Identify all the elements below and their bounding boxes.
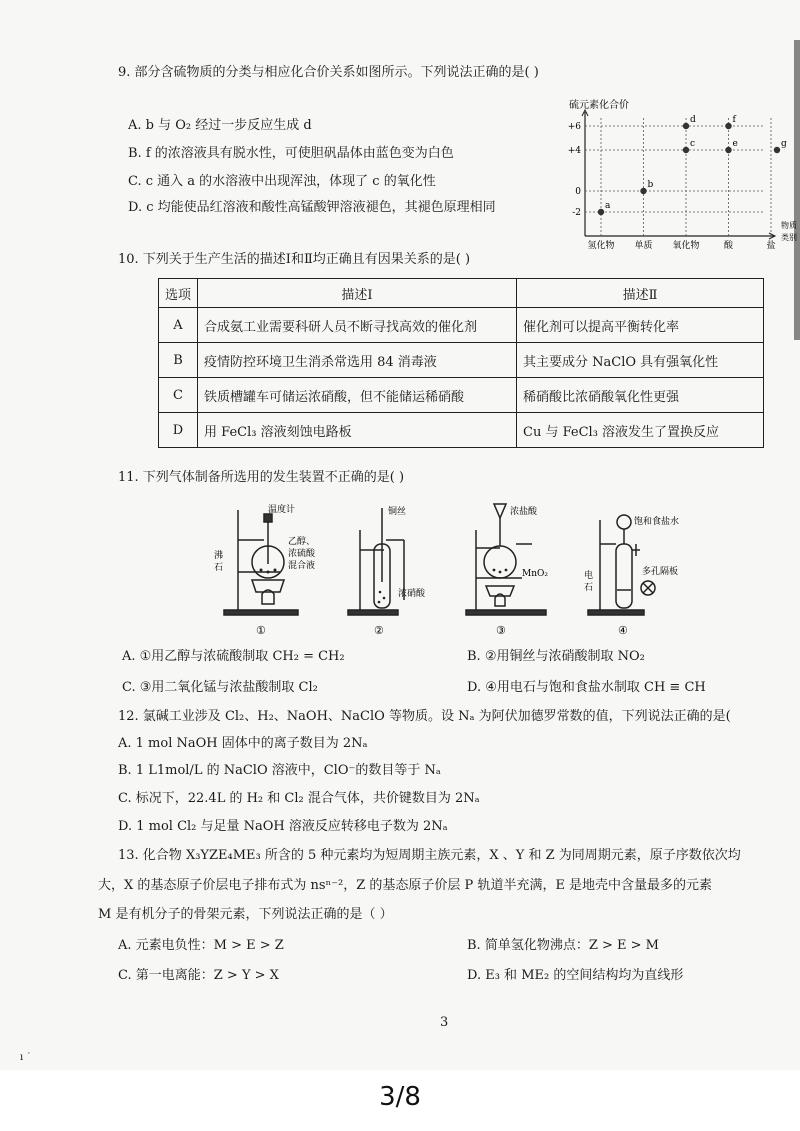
data-point (683, 147, 689, 153)
table-cell: 催化剂可以提高平衡转化率 (517, 308, 764, 343)
q13-option-b: B. 简单氢化物沸点：Z > E > M (467, 938, 659, 953)
apparatus-label: 浓硝酸 (398, 589, 426, 599)
table-cell: 用 FeCl₃ 溶液刻蚀电路板 (198, 413, 517, 448)
table-row (159, 378, 764, 413)
apparatus-2-diagram (342, 500, 452, 638)
point-label: f (732, 115, 736, 125)
x-tick-label: 氧化物 (672, 241, 700, 251)
apparatus-4-diagram (582, 500, 700, 638)
table-row (159, 413, 764, 448)
point-label: g (781, 139, 787, 149)
q13-stem-line-1: 13. 化合物 X₃YZE₄ME₃ 所含的 5 种元素均为短周期主族元素，X 、Y 和 Z 为同周期元素，原子序数依次均 (118, 848, 741, 863)
apparatus-label: 石 (584, 583, 594, 593)
y-tick-label: -2 (572, 208, 581, 218)
q9-option-b: B. f 的浓溶液具有脱水性，可使胆矾晶体由蓝色变为白色 (128, 146, 454, 161)
y-tick-label: +4 (567, 146, 581, 156)
table-cell: 稀硝酸比浓硝酸氧化性更强 (517, 378, 764, 413)
apparatus-label: 乙醇、 (288, 537, 316, 547)
x-tick-label: 酸 (723, 241, 734, 251)
y-tick-label: 0 (575, 187, 581, 197)
data-point (774, 147, 780, 153)
q13-option-c: C. 第一电离能：Z > Y > X (118, 968, 279, 983)
data-point (640, 188, 646, 194)
q11-option-b: B. ②用铜丝与浓硝酸制取 NO₂ (467, 649, 645, 664)
margin-mark: ı ˙ (20, 1052, 32, 1063)
apparatus-number: ② (374, 624, 384, 637)
q13-option-d: D. E₃ 和 ME₂ 的空间结构均为直线形 (467, 968, 684, 983)
table-row (159, 308, 764, 343)
table-cell: D (159, 413, 198, 448)
apparatus-label: 浓硫酸 (288, 549, 316, 559)
q11-stem: 11. 下列气体制备所选用的发生装置不正确的是( ) (118, 470, 405, 485)
apparatus-label: 多孔隔板 (642, 567, 679, 577)
apparatus-3-diagram (462, 500, 574, 638)
x-tick-label: 单质 (634, 241, 653, 251)
q11-option-d: D. ④用电石与饱和食盐水制取 CH ≡ CH (467, 680, 706, 695)
x-tick-label: 氢化物 (587, 241, 615, 251)
apparatus-label: 沸 (214, 551, 224, 561)
q12-option-c: C. 标况下，22.4L 的 H₂ 和 Cl₂ 混合气体，共价键数目为 2Nₐ (118, 791, 480, 806)
q11-option-a: A. ①用乙醇与浓硫酸制取 CH₂ = CH₂ (122, 649, 345, 664)
table-row (159, 343, 764, 378)
q9-stem: 9. 部分含硫物质的分类与相应化合价关系如图所示。下列说法正确的是( ) (118, 65, 539, 80)
apparatus-label: 饱和食盐水 (634, 517, 680, 527)
apparatus-number: ③ (496, 624, 506, 637)
valence-chart (555, 98, 795, 258)
q13-stem-line-2: 大，X 的基态原子价层电子排布式为 nsⁿ⁻²，Z 的基态原子价层 P 轨道半充满，E 是地壳中含量最多的元素 (98, 878, 713, 893)
x-tick-label: 盐 (766, 241, 776, 251)
q11-option-c: C. ③用二氧化锰与浓盐酸制取 Cl₂ (122, 680, 318, 695)
apparatus-1-diagram (212, 500, 324, 638)
table-cell: 其主要成分 NaClO 具有强氧化性 (517, 343, 764, 378)
q12-option-d: D. 1 mol Cl₂ 与足量 NaOH 溶液反应转移电子数为 2Nₐ (118, 819, 448, 834)
point-label: e (732, 139, 738, 149)
point-label: d (690, 115, 696, 125)
table-header: 选项 (159, 279, 198, 308)
q12-option-b: B. 1 L1mol/L 的 NaClO 溶液中，ClO⁻的数目等于 Nₐ (118, 763, 441, 778)
page-indicator: 3/8 (379, 1082, 421, 1112)
table-cell: C (159, 378, 198, 413)
table-cell: 疫情防控环境卫生消杀常选用 84 消毒液 (198, 343, 517, 378)
q12-stem: 12. 氯碱工业涉及 Cl₂、H₂、NaOH、NaClO 等物质。设 Nₐ 为阿伏加德罗常数的值，下列说法正确的是( (118, 709, 731, 724)
chart-title: 硫元素化合价 (569, 100, 629, 111)
apparatus-label: 电 (584, 571, 594, 581)
page-number: 3 (440, 1015, 449, 1030)
apparatus-label: 石 (214, 563, 224, 573)
q13-option-a: A. 元素电负性：M > E > Z (118, 938, 284, 953)
q10-table (158, 278, 764, 448)
apparatus-number: ④ (618, 624, 628, 637)
q13-stem-line-3: M 是有机分子的骨架元素，下列说法正确的是（ ） (98, 907, 393, 922)
table-header: 描述Ⅰ (198, 279, 517, 308)
apparatus-label: 温度计 (268, 505, 296, 515)
apparatus-label: MnO₂ (522, 569, 548, 579)
x-axis-label: 类别 (781, 233, 797, 242)
data-point (598, 209, 604, 215)
table-cell: B (159, 343, 198, 378)
apparatus-label: 铜丝 (388, 507, 407, 517)
table-cell: Cu 与 FeCl₃ 溶液发生了置换反应 (517, 413, 764, 448)
q9-option-a: A. b 与 O₂ 经过一步反应生成 d (128, 118, 312, 133)
apparatus-label: 混合液 (288, 561, 316, 571)
x-axis-label: 物质 (781, 221, 797, 230)
q10-stem: 10. 下列关于生产生活的描述Ⅰ和Ⅱ均正确且有因果关系的是( ) (118, 252, 471, 267)
apparatus-label: 浓盐酸 (510, 507, 538, 517)
point-label: a (605, 201, 611, 211)
data-point (725, 147, 731, 153)
y-tick-label: +6 (567, 122, 581, 132)
table-cell: 合成氨工业需要科研人员不断寻找高效的催化剂 (198, 308, 517, 343)
apparatus-number: ① (256, 624, 266, 637)
q12-option-a: A. 1 mol NaOH 固体中的离子数目为 2Nₐ (118, 736, 368, 751)
point-label: b (647, 180, 654, 190)
table-header: 描述Ⅱ (517, 279, 764, 308)
data-point (725, 123, 731, 129)
data-point (683, 123, 689, 129)
table-header-row (159, 279, 764, 308)
q9-option-d: D. c 均能使品红溶液和酸性高锰酸钾溶液褪色，其褪色原理相同 (128, 200, 496, 215)
point-label: c (690, 139, 696, 149)
table-cell: 铁质槽罐车可储运浓硝酸，但不能储运稀硝酸 (198, 378, 517, 413)
table-cell: A (159, 308, 198, 343)
q9-option-c: C. c 通入 a 的水溶液中出现浑浊，体现了 c 的氧化性 (128, 174, 436, 189)
